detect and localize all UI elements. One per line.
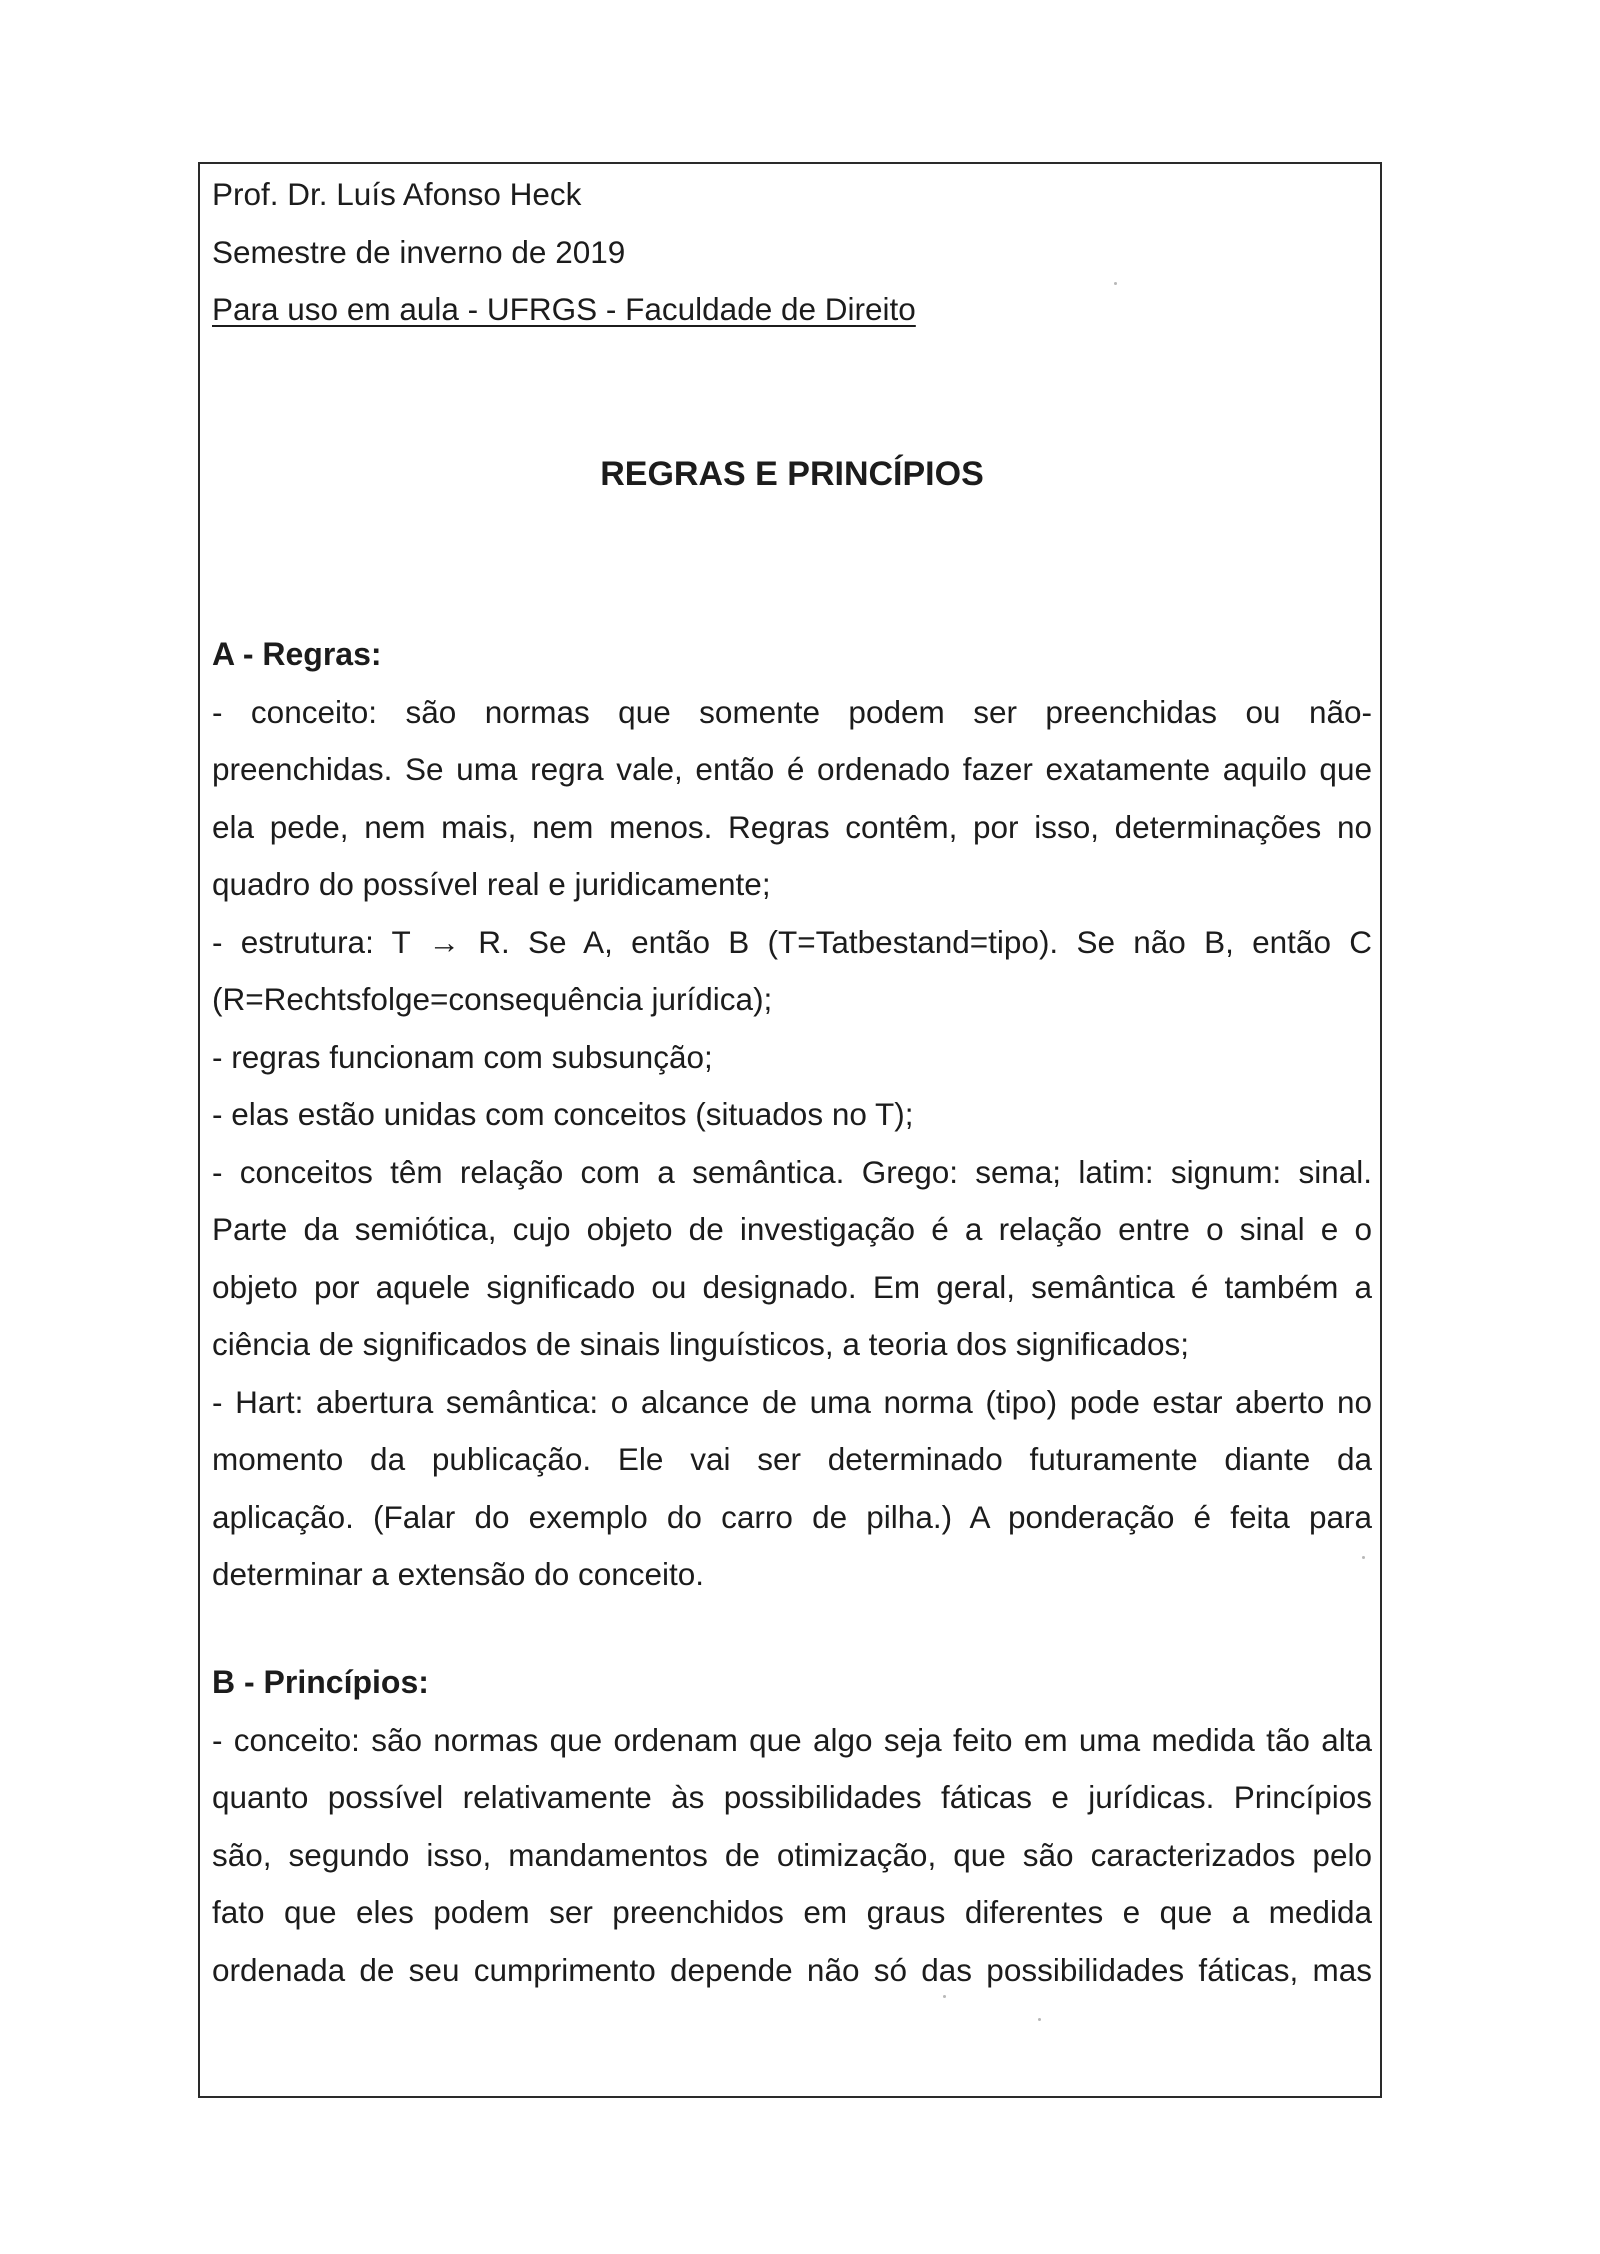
text-line: objeto por aquele significado ou designado. Em geral, semântica é também a xyxy=(212,1268,1372,1305)
text-line: - conceito: são normas que somente podem ser preenchidas ou não- xyxy=(212,693,1372,730)
text-line: ela pede, nem mais, nem menos. Regras contêm, por isso, determinações no xyxy=(212,808,1372,845)
text-line: ordenada de seu cumprimento depende não só das possibilidades fáticas, mas xyxy=(212,1951,1372,1988)
text-line: - conceito: são normas que ordenam que algo seja feito em uma medida tão alta xyxy=(212,1721,1372,1758)
scan-speck xyxy=(1362,1556,1365,1559)
section-principios xyxy=(212,1654,1372,1999)
text-line: fato que eles podem ser preenchidos em graus diferentes e que a medida xyxy=(212,1894,1372,1930)
text-line: quanto possível relativamente às possibilidades fáticas e jurídicas. Princípios xyxy=(212,1779,1372,1815)
scan-speck xyxy=(1114,282,1117,285)
text-line: Parte da semiótica, cujo objeto de investigação é a relação entre o sinal e o xyxy=(212,1211,1372,1247)
text-line: - estrutura: T → R. Se A, então B (T=Tatbestand=tipo). Se não B, então C xyxy=(212,923,1372,960)
document-title: REGRAS E PRINCÍPIOS xyxy=(600,455,984,493)
section-heading-principios: B - Princípios: xyxy=(212,1664,429,1700)
text-line: aplicação. (Falar do exemplo do carro de pilha.) A ponderação é feita para xyxy=(212,1498,1372,1535)
section-heading-regras: A - Regras: xyxy=(212,636,382,672)
text-line: (R=Rechtsfolge=consequência jurídica); xyxy=(212,981,773,1017)
semester-line: Semestre de inverno de 2019 xyxy=(212,233,626,270)
text-line: são, segundo isso, mandamentos de otimização, que são caracterizados pelo xyxy=(212,1836,1372,1873)
section-regras xyxy=(212,626,1372,1604)
scan-speck xyxy=(943,1995,946,1998)
author-line: Prof. Dr. Luís Afonso Heck xyxy=(212,176,582,212)
text-line: ciência de significados de sinais linguísticos, a teoria dos significados; xyxy=(212,1326,1190,1362)
text-line: - Hart: abertura semântica: o alcance de uma norma (tipo) pode estar aberto no xyxy=(212,1383,1372,1420)
text-line: quadro do possível real e juridicamente; xyxy=(212,866,771,902)
text-line: - elas estão unidas com conceitos (situados no T); xyxy=(212,1096,914,1132)
text-line: - regras funcionam com subsunção; xyxy=(212,1038,713,1075)
text-line: momento da publicação. Ele vai ser determinado futuramente diante da xyxy=(212,1441,1372,1477)
scan-speck xyxy=(1038,2018,1041,2021)
text-line: determinar a extensão do conceito. xyxy=(212,1556,705,1592)
text-line: - conceitos têm relação com a semântica. Grego: sema; latim: signum: sinal. xyxy=(212,1153,1372,1190)
document-header xyxy=(212,166,1372,339)
text-line: preenchidas. Se uma regra vale, então é ordenado fazer exatamente aquilo que xyxy=(212,751,1372,787)
usage-line: Para uso em aula - UFRGS - Faculdade de Direito xyxy=(212,291,916,327)
